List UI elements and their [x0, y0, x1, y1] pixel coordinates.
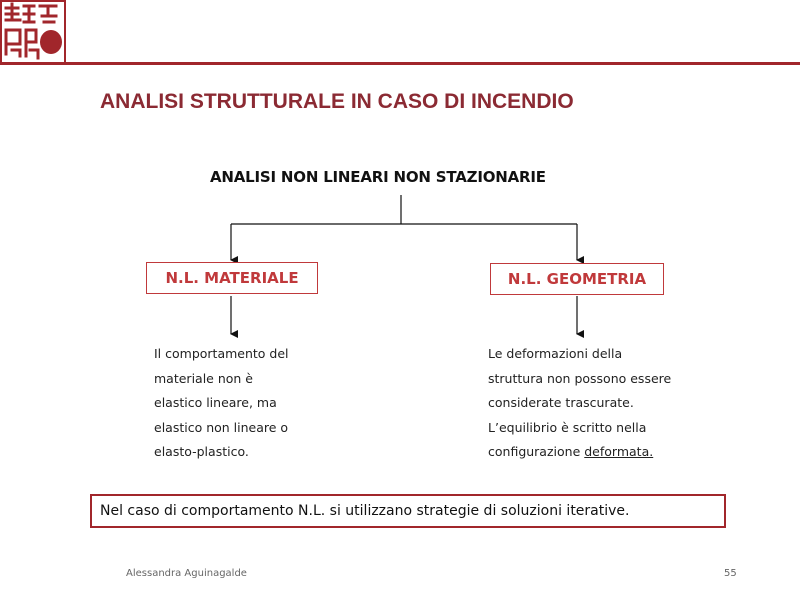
description-line: elastico lineare, ma — [154, 395, 277, 410]
description-line: materiale non è — [154, 370, 253, 386]
description-line: struttura non possono essere — [488, 370, 672, 386]
conclusion-box: Nel caso di comportamento N.L. si utilizzano strategie di soluzioni iterative. — [90, 494, 726, 528]
node-nl-materiale: N.L. MATERIALE — [146, 262, 318, 294]
node-geometria-description — [488, 342, 671, 465]
description-line: Il comportamento del — [154, 346, 289, 361]
description-line: considerate trascurate. — [488, 395, 634, 410]
description-line: Le deformazioni della — [488, 346, 623, 361]
description-line: elastico non lineare o — [154, 419, 289, 435]
description-line-text: configurazione — [488, 444, 585, 459]
footer-author: Alessandra Aguinagalde — [126, 568, 247, 579]
slide-title: ANALISI STRUTTURALE IN CASO DI INCENDIO — [100, 90, 574, 113]
description-line: L’equilibrio è scritto nella — [488, 419, 647, 435]
diagram-root-label: ANALISI NON LINEARI NON STAZIONARIE — [210, 168, 546, 186]
node-nl-geometria: N.L. GEOMETRIA — [490, 263, 664, 295]
description-line: elasto-plastico. — [154, 444, 249, 459]
description-line-last — [488, 440, 671, 465]
description-emphasis: deformata. — [584, 444, 654, 459]
node-materiale-description — [154, 342, 289, 465]
footer-page-number: 55 — [724, 568, 737, 579]
